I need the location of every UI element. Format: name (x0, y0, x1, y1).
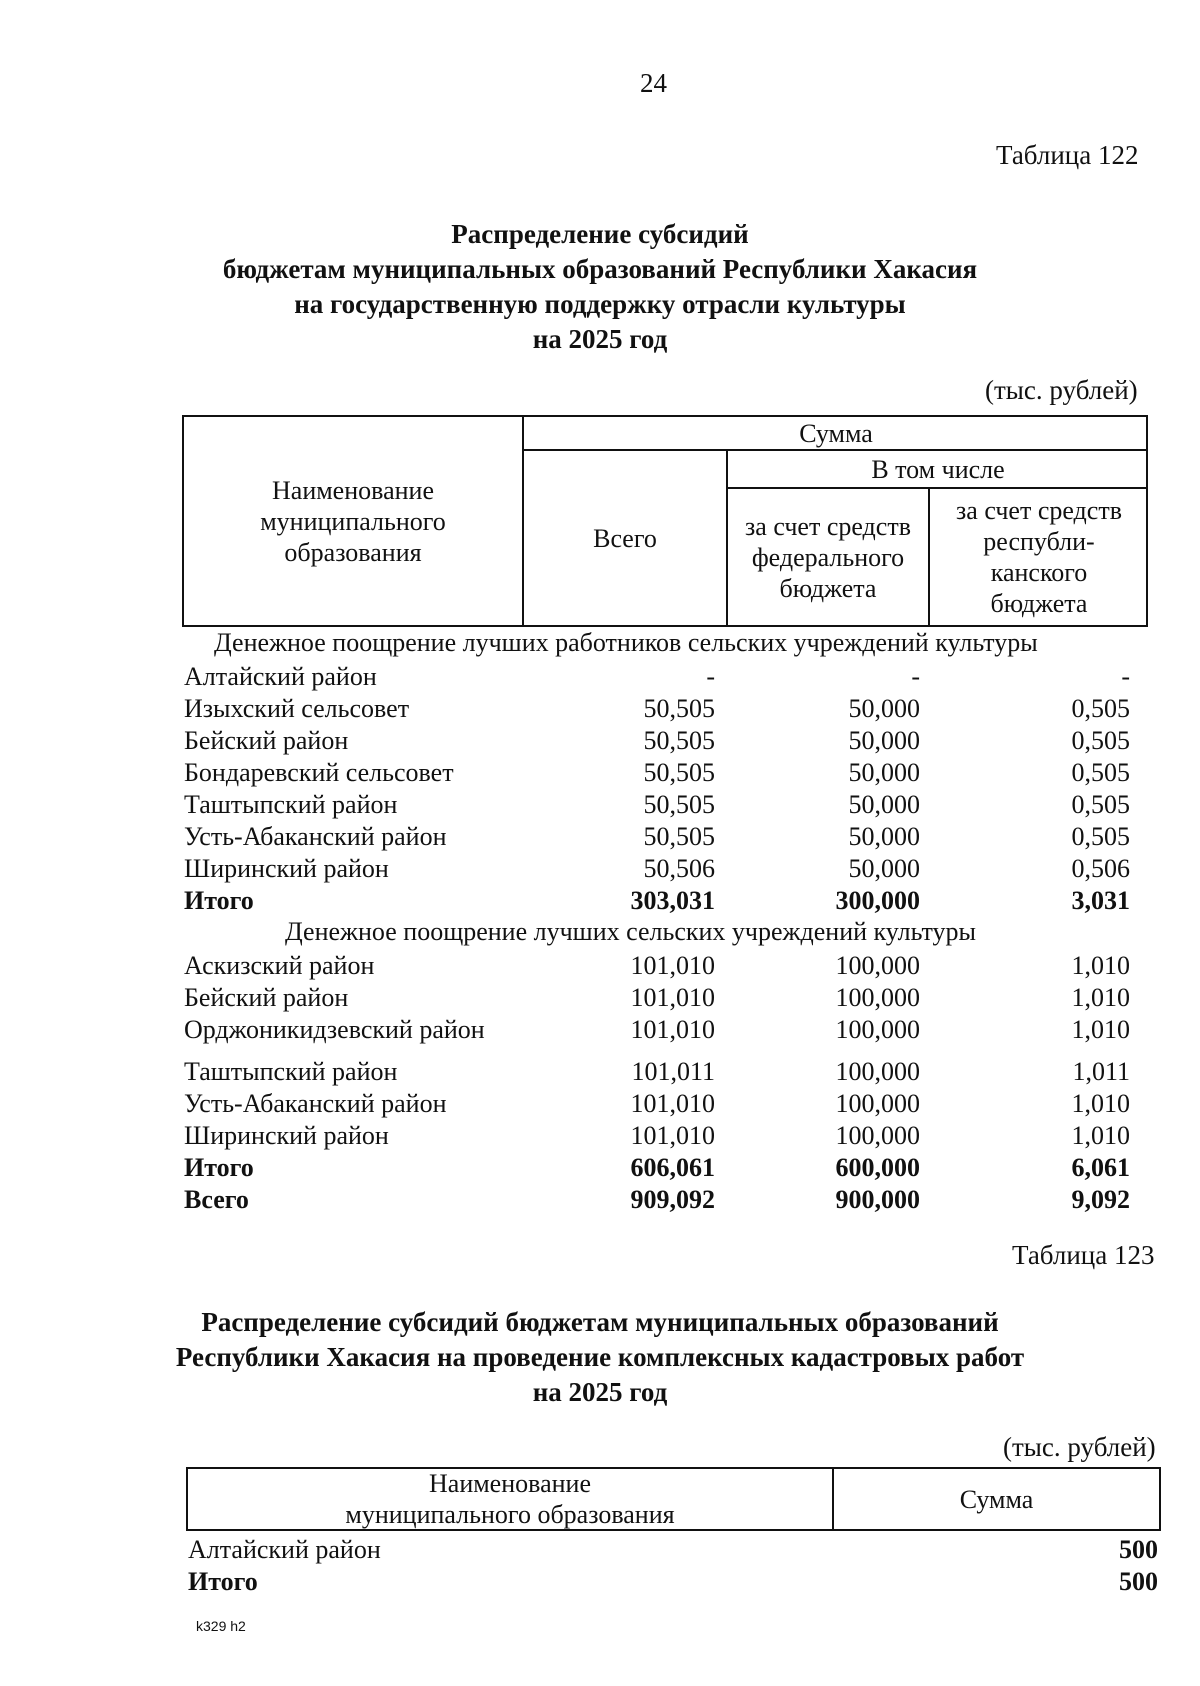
row-republic: 0,505 (1071, 694, 1130, 723)
row-name: Усть-Абаканский район (184, 1089, 447, 1118)
row-name: Орджоникидзевский район (184, 1015, 485, 1044)
header-federal-line: за счет средств (745, 511, 911, 541)
row-total: 50,505 (643, 726, 715, 755)
page-number: 24 (640, 68, 667, 98)
header-republic-line: бюджета (990, 589, 1088, 618)
row-federal: 100,000 (835, 1015, 920, 1044)
row-total: 50,505 (643, 790, 715, 819)
row-total: 101,011 (631, 1057, 715, 1086)
header-name-line: образования (284, 537, 422, 567)
header-name-line: муниципального образования (345, 1500, 675, 1529)
row-total: 303,031 (630, 886, 715, 915)
row-sum: 500 (1119, 1567, 1158, 1596)
row-federal: 100,000 (835, 951, 920, 980)
header-federal-line: федерального (751, 542, 905, 572)
header-including: В том числе (871, 454, 1005, 484)
row-federal: - (911, 662, 920, 691)
row-name: Изыхский сельсовет (184, 694, 410, 723)
title-line: на государственную поддержку отрасли культуры (294, 289, 906, 319)
title-line: на 2025 год (532, 324, 668, 354)
row-federal: 50,000 (848, 854, 920, 883)
row-republic: 0,506 (1071, 854, 1130, 883)
row-republic: 1,010 (1071, 951, 1130, 980)
table-123-title (0, 1305, 1200, 1410)
table-row (0, 983, 1200, 1015)
grand-total-row (0, 1185, 1200, 1217)
title-line: Распределение субсидий бюджетам муниципальных образований (201, 1307, 999, 1337)
header-sum: Сумма (959, 1484, 1034, 1514)
section-heading: Денежное поощрение лучших работников сельских учреждений культуры (214, 628, 1038, 657)
row-federal: 50,000 (848, 758, 920, 787)
table-row (0, 1089, 1200, 1121)
row-republic: 0,505 (1071, 758, 1130, 787)
header-republic-line: республи- (983, 527, 1095, 556)
header-federal-line: бюджета (779, 573, 877, 603)
row-total: 50,506 (643, 854, 715, 883)
table-row (0, 758, 1200, 790)
table-row (0, 854, 1200, 886)
row-name: Усть-Абаканский район (184, 822, 447, 851)
row-sum: 500 (1119, 1535, 1158, 1564)
row-name: Бейский район (184, 726, 349, 755)
table-row (0, 1015, 1200, 1047)
subtotal-row (0, 1567, 1200, 1599)
row-total: 50,505 (643, 822, 715, 851)
row-name: Ширинский район (184, 854, 389, 883)
row-federal: 600,000 (835, 1153, 920, 1182)
subtotal-row (0, 886, 1200, 918)
row-republic: 1,010 (1071, 1089, 1130, 1118)
table-row (0, 694, 1200, 726)
row-republic: 6,061 (1071, 1153, 1130, 1182)
row-name: Таштыпский район (184, 1057, 398, 1086)
row-total: 50,505 (643, 758, 715, 787)
row-republic: 1,011 (1072, 1057, 1130, 1086)
row-republic: 0,505 (1071, 726, 1130, 755)
row-republic: 0,505 (1071, 790, 1130, 819)
footer-code: k329 h2 (196, 1618, 246, 1634)
row-total: 101,010 (630, 1089, 715, 1118)
header-total: Всего (593, 523, 657, 553)
row-federal: 100,000 (835, 983, 920, 1012)
row-republic: - (1121, 662, 1130, 691)
row-name: Бондаревский сельсовет (184, 758, 454, 787)
row-federal: 50,000 (848, 790, 920, 819)
header-name (188, 1469, 832, 1529)
row-total: 101,010 (630, 1015, 715, 1044)
table-123-label: Таблица 123 (1012, 1240, 1155, 1270)
table-row (0, 726, 1200, 758)
row-federal: 50,000 (848, 694, 920, 723)
table-row (0, 1535, 1200, 1567)
section-heading: Денежное поощрение лучших сельских учреждений культуры (285, 917, 976, 946)
row-republic: 1,010 (1071, 1015, 1130, 1044)
row-total: 101,010 (630, 951, 715, 980)
row-total: 909,092 (630, 1185, 715, 1214)
table-row (0, 951, 1200, 983)
row-name: Аскизский район (184, 951, 375, 980)
header-name-line: муниципального (260, 506, 446, 536)
row-federal: 100,000 (835, 1121, 920, 1150)
row-name: Алтайский район (188, 1535, 381, 1564)
title-line: бюджетам муниципальных образований Республики Хакасия (222, 254, 978, 284)
title-line: Республики Хакасия на проведение комплексных кадастровых работ (175, 1342, 1025, 1372)
table-row (0, 790, 1200, 822)
table-row (0, 822, 1200, 854)
table-122-title (0, 217, 1200, 357)
subtotal-row (0, 1153, 1200, 1185)
row-name: Всего (184, 1185, 249, 1214)
table-123-units: (тыс. рублей) (1003, 1432, 1156, 1462)
row-total: - (706, 662, 715, 691)
row-republic: 0,505 (1071, 822, 1130, 851)
row-republic: 1,010 (1071, 983, 1130, 1012)
header-name-line: Наименование (272, 475, 434, 505)
row-name: Алтайский район (184, 662, 377, 691)
header-republic-line: за счет средств (956, 496, 1122, 525)
row-republic: 9,092 (1071, 1185, 1130, 1214)
title-line: Распределение субсидий (451, 219, 749, 249)
row-total: 606,061 (630, 1153, 715, 1182)
header-sum: Сумма (799, 418, 873, 448)
row-federal: 50,000 (848, 726, 920, 755)
row-federal: 100,000 (835, 1057, 920, 1086)
row-name: Итого (184, 1153, 254, 1182)
header-name (184, 417, 522, 625)
row-total: 101,010 (630, 1121, 715, 1150)
row-federal: 100,000 (835, 1089, 920, 1118)
row-republic: 3,031 (1071, 886, 1130, 915)
header-federal (728, 489, 928, 625)
row-federal: 900,000 (835, 1185, 920, 1214)
table-122-label: Таблица 122 (996, 140, 1139, 170)
row-republic: 1,010 (1071, 1121, 1130, 1150)
row-name: Бейский район (184, 983, 349, 1012)
table-122-units: (тыс. рублей) (985, 375, 1138, 405)
row-name: Итого (188, 1567, 258, 1596)
header-name-line: Наименование (429, 1469, 591, 1498)
row-total: 50,505 (643, 694, 715, 723)
table-row (0, 662, 1200, 694)
header-republic (930, 489, 1148, 625)
header-republic-line: канского (990, 558, 1088, 587)
row-total: 101,010 (630, 983, 715, 1012)
row-federal: 50,000 (848, 822, 920, 851)
title-line: на 2025 год (532, 1377, 668, 1407)
row-name: Итого (184, 886, 254, 915)
row-name: Ширинский район (184, 1121, 389, 1150)
table-row (0, 1121, 1200, 1153)
table-row (0, 1057, 1200, 1089)
row-federal: 300,000 (835, 886, 920, 915)
row-name: Таштыпский район (184, 790, 398, 819)
